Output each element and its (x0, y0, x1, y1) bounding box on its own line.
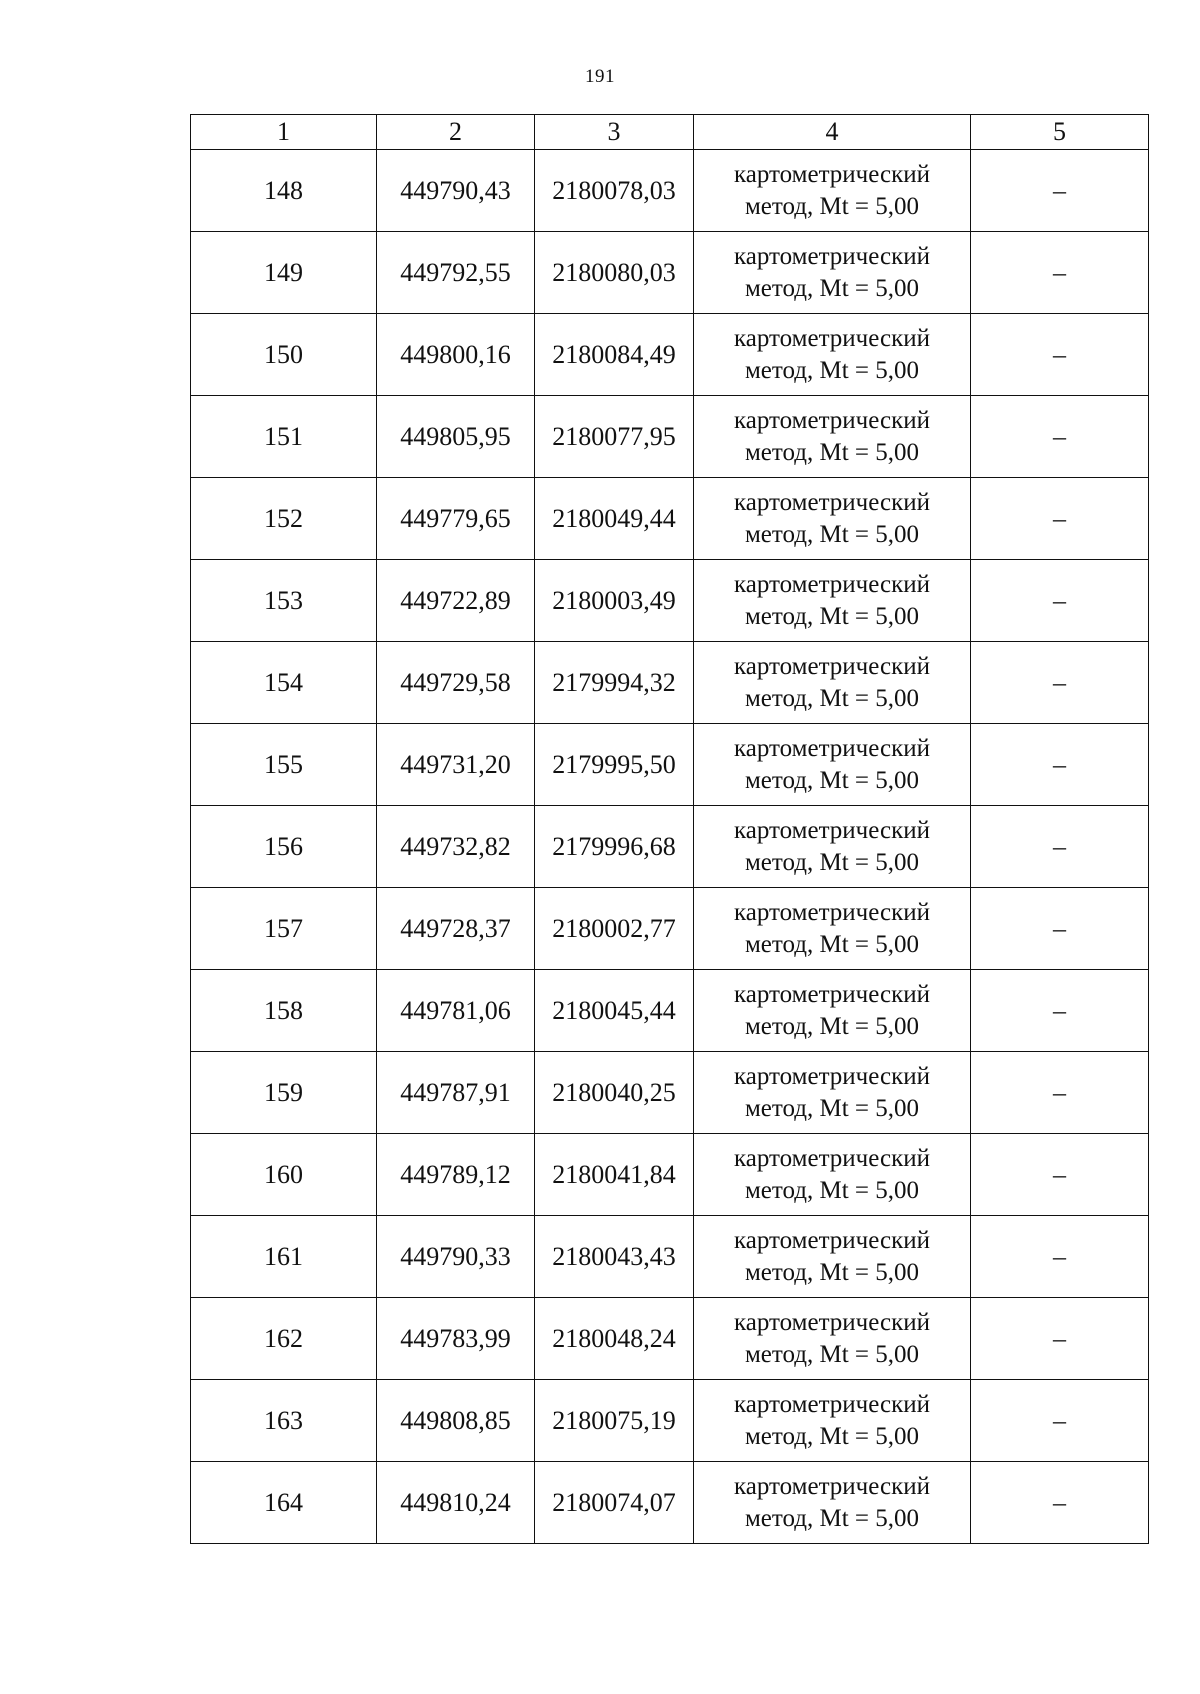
method-line-2: метод, Mt = 5,00 (744, 520, 920, 548)
method-line-2: метод, Mt = 5,00 (744, 848, 920, 876)
y-coordinate-cell: 2180077,95 (535, 396, 694, 478)
table-row (191, 806, 1149, 888)
point-number-cell: 156 (191, 806, 377, 888)
method-line-2: метод, Mt = 5,00 (744, 1422, 920, 1450)
y-coordinate-cell: 2180080,03 (535, 232, 694, 314)
y-coordinate-cell: 2180075,19 (535, 1380, 694, 1462)
note-cell: – (971, 1134, 1149, 1216)
y-coordinate-cell: 2179996,68 (535, 806, 694, 888)
method-cell (694, 150, 971, 232)
method-line-2: метод, Mt = 5,00 (744, 766, 920, 794)
page-number: 191 (585, 66, 615, 87)
note-cell: – (971, 724, 1149, 806)
method-cell (694, 1298, 971, 1380)
method-cell (694, 1216, 971, 1298)
point-number-cell: 163 (191, 1380, 377, 1462)
note-cell: – (971, 1298, 1149, 1380)
method-line-2: метод, Mt = 5,00 (744, 192, 920, 220)
coordinates-table (190, 114, 1149, 1544)
x-coordinate-cell: 449783,99 (377, 1298, 535, 1380)
x-coordinate-cell: 449790,33 (377, 1216, 535, 1298)
point-number-cell: 149 (191, 232, 377, 314)
x-coordinate-cell: 449728,37 (377, 888, 535, 970)
method-cell (694, 642, 971, 724)
note-cell: – (971, 1052, 1149, 1134)
note-cell: – (971, 806, 1149, 888)
note-cell: – (971, 150, 1149, 232)
method-cell (694, 396, 971, 478)
note-cell: – (971, 1380, 1149, 1462)
method-cell (694, 724, 971, 806)
table-row (191, 150, 1149, 232)
point-number-cell: 164 (191, 1462, 377, 1544)
table-header (191, 115, 1149, 150)
x-coordinate-cell: 449792,55 (377, 232, 535, 314)
point-number-cell: 157 (191, 888, 377, 970)
x-coordinate-cell: 449790,43 (377, 150, 535, 232)
note-cell: – (971, 1462, 1149, 1544)
table-row (191, 478, 1149, 560)
x-coordinate-cell: 449800,16 (377, 314, 535, 396)
method-line-2: метод, Mt = 5,00 (744, 1504, 920, 1532)
point-number-cell: 160 (191, 1134, 377, 1216)
x-coordinate-cell: 449732,82 (377, 806, 535, 888)
table-row (191, 1298, 1149, 1380)
y-coordinate-cell: 2179995,50 (535, 724, 694, 806)
note-cell: – (971, 970, 1149, 1052)
point-number-cell: 161 (191, 1216, 377, 1298)
method-line-1: картометрический (734, 324, 930, 352)
y-coordinate-cell: 2180078,03 (535, 150, 694, 232)
method-line-1: картометрический (734, 1226, 930, 1254)
y-coordinate-cell: 2180003,49 (535, 560, 694, 642)
method-line-1: картометрический (734, 1144, 930, 1172)
method-line-1: картометрический (734, 570, 930, 598)
method-line-1: картометрический (734, 1390, 930, 1418)
x-coordinate-cell: 449779,65 (377, 478, 535, 560)
x-coordinate-cell: 449787,91 (377, 1052, 535, 1134)
y-coordinate-cell: 2180048,24 (535, 1298, 694, 1380)
x-coordinate-cell: 449729,58 (377, 642, 535, 724)
y-coordinate-cell: 2180041,84 (535, 1134, 694, 1216)
point-number-cell: 155 (191, 724, 377, 806)
point-number-cell: 153 (191, 560, 377, 642)
method-line-1: картометрический (734, 488, 930, 516)
method-line-1: картометрический (734, 1472, 930, 1500)
table-row (191, 970, 1149, 1052)
note-cell: – (971, 560, 1149, 642)
column-header-4: 4 (694, 115, 971, 150)
note-cell: – (971, 888, 1149, 970)
y-coordinate-cell: 2180043,43 (535, 1216, 694, 1298)
table-row (191, 724, 1149, 806)
table-row (191, 314, 1149, 396)
method-line-1: картометрический (734, 160, 930, 188)
table-row (191, 1052, 1149, 1134)
note-cell: – (971, 314, 1149, 396)
y-coordinate-cell: 2180084,49 (535, 314, 694, 396)
note-cell: – (971, 232, 1149, 314)
method-line-1: картометрический (734, 406, 930, 434)
method-line-2: метод, Mt = 5,00 (744, 1012, 920, 1040)
method-cell (694, 232, 971, 314)
note-cell: – (971, 396, 1149, 478)
method-line-1: картометрический (734, 1308, 930, 1336)
y-coordinate-cell: 2180040,25 (535, 1052, 694, 1134)
method-line-1: картометрический (734, 1062, 930, 1090)
x-coordinate-cell: 449810,24 (377, 1462, 535, 1544)
point-number-cell: 154 (191, 642, 377, 724)
method-cell (694, 1380, 971, 1462)
method-cell (694, 806, 971, 888)
point-number-cell: 152 (191, 478, 377, 560)
table-row (191, 396, 1149, 478)
method-line-2: метод, Mt = 5,00 (744, 356, 920, 384)
table-row (191, 560, 1149, 642)
table-row (191, 232, 1149, 314)
table-row (191, 1462, 1149, 1544)
method-cell (694, 888, 971, 970)
method-line-2: метод, Mt = 5,00 (744, 1094, 920, 1122)
method-line-1: картометрический (734, 734, 930, 762)
method-line-2: метод, Mt = 5,00 (744, 684, 920, 712)
y-coordinate-cell: 2180002,77 (535, 888, 694, 970)
point-number-cell: 150 (191, 314, 377, 396)
note-cell: – (971, 642, 1149, 724)
x-coordinate-cell: 449789,12 (377, 1134, 535, 1216)
header-row (191, 115, 1149, 150)
y-coordinate-cell: 2179994,32 (535, 642, 694, 724)
note-cell: – (971, 1216, 1149, 1298)
table-body (191, 150, 1149, 1544)
column-header-1: 1 (191, 115, 377, 150)
method-line-2: метод, Mt = 5,00 (744, 274, 920, 302)
y-coordinate-cell: 2180074,07 (535, 1462, 694, 1544)
method-line-1: картометрический (734, 652, 930, 680)
table-row (191, 1216, 1149, 1298)
method-line-2: метод, Mt = 5,00 (744, 1258, 920, 1286)
point-number-cell: 162 (191, 1298, 377, 1380)
table-row (191, 888, 1149, 970)
method-line-2: метод, Mt = 5,00 (744, 602, 920, 630)
column-header-2: 2 (377, 115, 535, 150)
x-coordinate-cell: 449808,85 (377, 1380, 535, 1462)
column-header-5: 5 (971, 115, 1149, 150)
point-number-cell: 158 (191, 970, 377, 1052)
column-header-3: 3 (535, 115, 694, 150)
method-cell (694, 970, 971, 1052)
method-line-1: картометрический (734, 242, 930, 270)
method-cell (694, 1462, 971, 1544)
table-row (191, 1380, 1149, 1462)
method-line-2: метод, Mt = 5,00 (744, 930, 920, 958)
point-number-cell: 159 (191, 1052, 377, 1134)
method-line-1: картометрический (734, 816, 930, 844)
y-coordinate-cell: 2180049,44 (535, 478, 694, 560)
point-number-cell: 151 (191, 396, 377, 478)
method-line-1: картометрический (734, 898, 930, 926)
x-coordinate-cell: 449781,06 (377, 970, 535, 1052)
method-line-2: метод, Mt = 5,00 (744, 1340, 920, 1368)
method-cell (694, 560, 971, 642)
x-coordinate-cell: 449731,20 (377, 724, 535, 806)
point-number-cell: 148 (191, 150, 377, 232)
table-row (191, 1134, 1149, 1216)
y-coordinate-cell: 2180045,44 (535, 970, 694, 1052)
table-row (191, 642, 1149, 724)
method-cell (694, 314, 971, 396)
method-cell (694, 478, 971, 560)
x-coordinate-cell: 449805,95 (377, 396, 535, 478)
x-coordinate-cell: 449722,89 (377, 560, 535, 642)
note-cell: – (971, 478, 1149, 560)
method-line-2: метод, Mt = 5,00 (744, 1176, 920, 1204)
method-line-2: метод, Mt = 5,00 (744, 438, 920, 466)
method-cell (694, 1134, 971, 1216)
method-line-1: картометрический (734, 980, 930, 1008)
method-cell (694, 1052, 971, 1134)
